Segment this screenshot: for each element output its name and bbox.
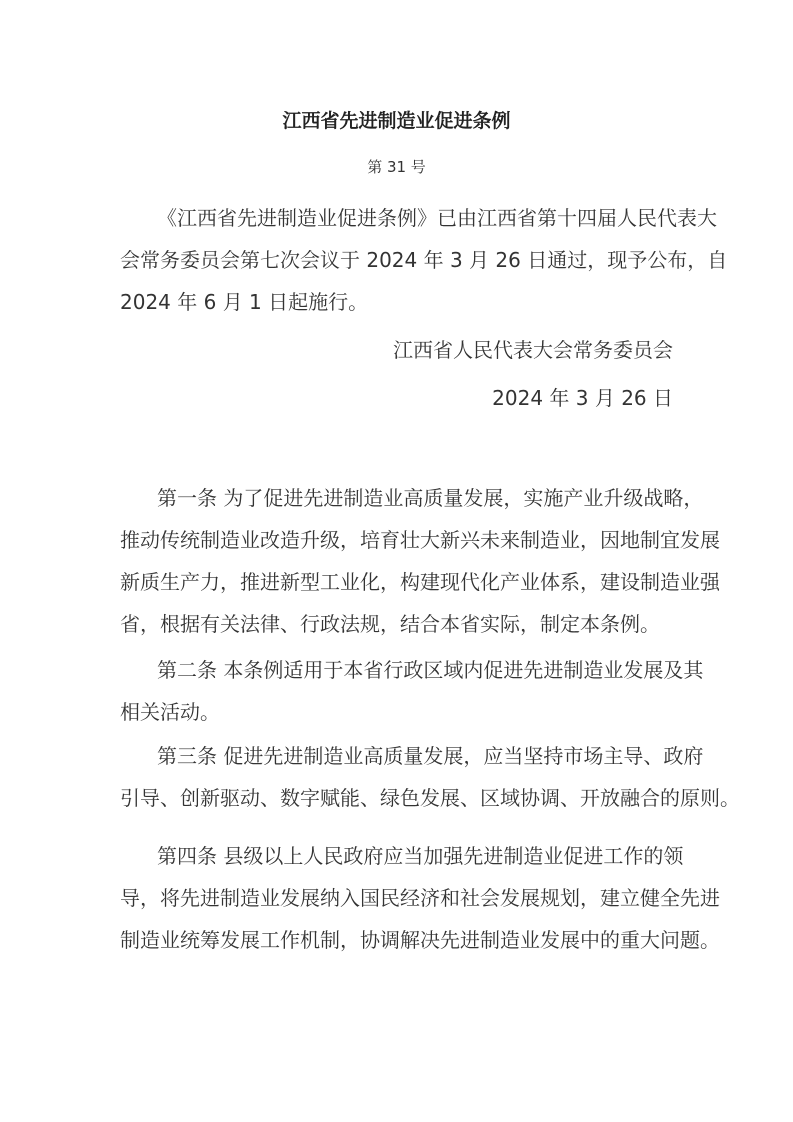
- text-line: 《江西省先进制造业促进条例》已由江西省第十四届人民代表大: [157, 206, 717, 230]
- text-line: 第二条 本条例适用于本省行政区域内促进先进制造业发展及其: [157, 658, 704, 682]
- text-line: 第三条 促进先进制造业高质量发展，应当坚持市场主导、政府: [157, 744, 704, 768]
- text-line: 2024 年 6 月 1 日起施行。: [120, 290, 369, 314]
- article-paragraph: [120, 477, 720, 645]
- text-line: 制造业统筹发展工作机制，协调解决先进制造业发展中的重大问题。: [120, 928, 720, 952]
- article-paragraph: [120, 735, 740, 819]
- text-line: 导，将先进制造业发展纳入国民经济和社会发展规划，建立健全先进: [120, 886, 720, 910]
- text-line: 相关活动。: [120, 700, 220, 724]
- issue-date: 2024 年 3 月 26 日: [492, 386, 673, 410]
- article-paragraph: [120, 835, 720, 961]
- text-line: 第一条 为了促进先进制造业高质量发展，实施产业升级战略，: [157, 486, 704, 510]
- text-line: 省，根据有关法律、行政法规，结合本省实际，制定本条例。: [120, 612, 660, 636]
- text-line: 会常务委员会第七次会议于 2024 年 3 月 26 日通过，现予公布，自: [120, 248, 728, 272]
- article-paragraph: [120, 649, 704, 733]
- issuer-signature: 江西省人民代表大会常务委员会: [393, 338, 673, 362]
- document-title: 江西省先进制造业促进条例: [282, 110, 511, 132]
- text-line: 新质生产力，推进新型工业化，构建现代化产业体系，建设制造业强: [120, 570, 720, 594]
- text-line: 推动传统制造业改造升级，培育壮大新兴未来制造业，因地制宜发展: [120, 528, 720, 552]
- text-line: 第四条 县级以上人民政府应当加强先进制造业促进工作的领: [157, 844, 684, 868]
- text-line: 引导、创新驱动、数字赋能、绿色发展、区域协调、开放融合的原则。: [120, 786, 740, 810]
- announcement-paragraph: [120, 197, 728, 323]
- document-number: 第 31 号: [367, 158, 426, 176]
